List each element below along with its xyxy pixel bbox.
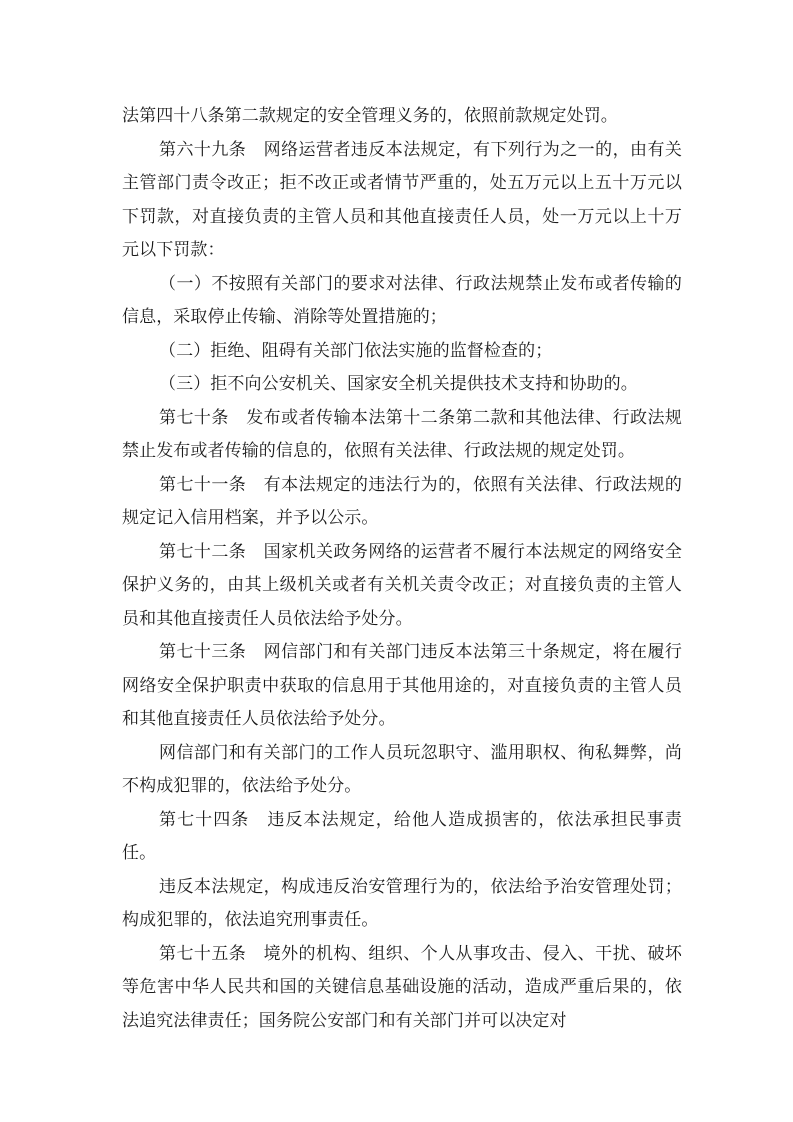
paragraph-article-70: 第七十条 发布或者传输本法第十二条第二款和其他法律、行政法规禁止发布或者传输的信息的，依照有关法律、行政法规的规定处罚。 bbox=[122, 407, 682, 461]
paragraph-article-73-clause-2: 网信部门和有关部门的工作人员玩忽职守、滥用职权、徇私舞弊，尚不构成犯罪的，依法给予处分。 bbox=[122, 742, 682, 796]
document-body bbox=[122, 100, 682, 1038]
paragraph-article-72: 第七十二条 国家机关政务网络的运营者不履行本法规定的网络安全保护义务的，由其上级机关或者有关机关责令改正；对直接负责的主管人员和其他直接责任人员依法给予处分。 bbox=[122, 541, 682, 629]
paragraph-article-69-item-3: （三）拒不向公安机关、国家安全机关提供技术支持和协助的。 bbox=[159, 374, 638, 394]
paragraph-article-69-item-1: （一）不按照有关部门的要求对法律、行政法规禁止发布或者传输的信息，采取停止传输、消除等处置措施的； bbox=[122, 273, 682, 327]
paragraph-article-74: 第七十四条 违反本法规定，给他人造成损害的，依法承担民事责任。 bbox=[122, 809, 682, 863]
paragraph-article-74-clause-2: 违反本法规定，构成违反治安管理行为的，依法给予治安管理处罚；构成犯罪的，依法追究刑事责任。 bbox=[122, 876, 682, 930]
paragraph-continuation: 法第四十八条第二款规定的安全管理义务的，依照前款规定处罚。 bbox=[122, 106, 618, 126]
paragraph-article-71: 第七十一条 有本法规定的违法行为的，依照有关法律、行政法规的规定记入信用档案，并予以公示。 bbox=[122, 474, 682, 528]
paragraph-article-69-item-2: （二）拒绝、阻碍有关部门依法实施的监督检查的； bbox=[159, 340, 553, 361]
paragraph-article-73: 第七十三条 网信部门和有关部门违反本法第三十条规定，将在履行网络安全保护职责中获取的信息用于其他用途的，对直接负责的主管人员和其他直接责任人员依法给予处分。 bbox=[122, 642, 682, 729]
paragraph-article-69: 第六十九条 网络运营者违反本法规定，有下列行为之一的，由有关主管部门责令改正；拒不改正或者情节严重的，处五万元以上五十万元以下罚款，对直接负责的主管人员和其他直接责任人员，处一万元以上十万元以下罚款： bbox=[122, 139, 682, 260]
paragraph-article-75: 第七十五条 境外的机构、组织、个人从事攻击、侵入、干扰、破坏等危害中华人民共和国的关键信息基础设施的活动，造成严重后果的，依法追究法律责任；国务院公安部门和有关部门并可以决定对 bbox=[122, 943, 682, 1031]
